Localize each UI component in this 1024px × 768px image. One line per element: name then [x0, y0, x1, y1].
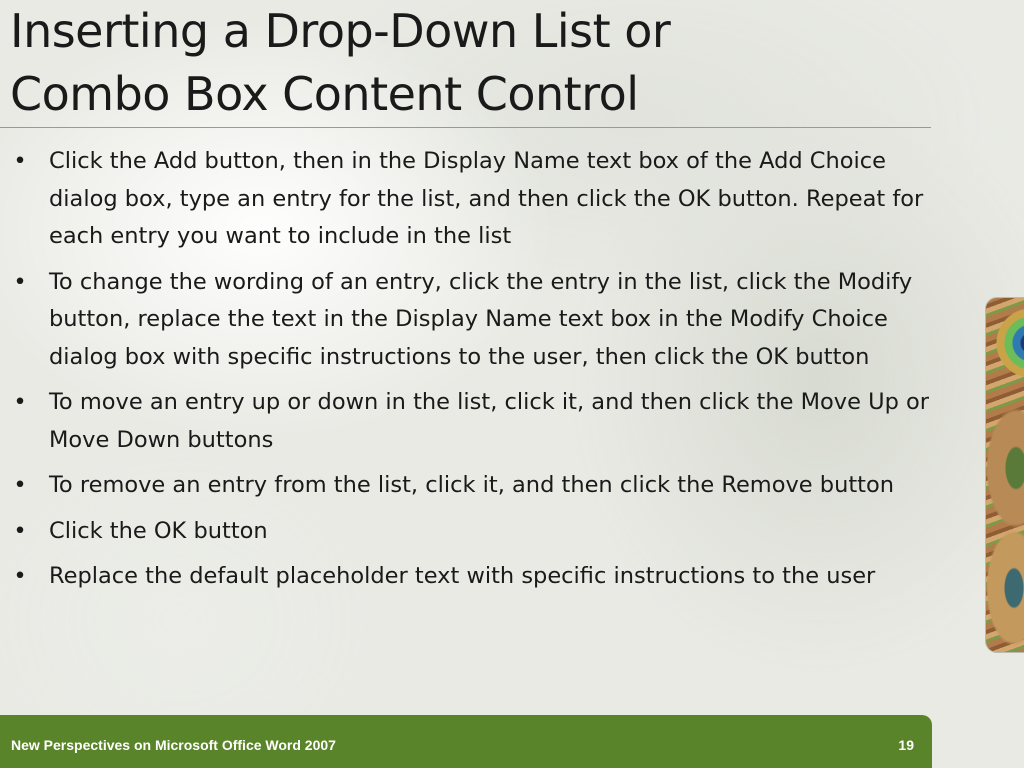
bullet-text: To remove an entry from the list, click it, and then click the Remove button — [49, 472, 895, 498]
slide-title-line-1: Inserting a Drop-Down List or — [10, 4, 671, 58]
bullet-icon: • — [13, 563, 27, 589]
slide-title-line-2: Combo Box Content Control — [10, 67, 639, 122]
bullet-item — [10, 384, 935, 459]
bullet-icon: • — [13, 268, 27, 295]
page-number: 19 — [898, 737, 914, 753]
bullet-icon: • — [13, 148, 27, 174]
bullet-text: Click the Add button, then in the Display Name text box of the Add Choice dialog box, type an entry for the list, and then click the OK button. Repeat for each entry you want to include in the list — [49, 148, 924, 249]
bullet-icon: • — [13, 472, 27, 498]
bullet-item — [10, 264, 935, 377]
footer-text: New Perspectives on Microsoft Office Word 2007 — [11, 737, 336, 753]
bullet-text: Click the OK button — [49, 517, 268, 544]
peacock-feather-image — [985, 297, 1024, 653]
bullet-icon: • — [13, 389, 27, 415]
bullet-text: To move an entry up or down in the list, click it, and then click the Move Up or Move Down buttons — [49, 389, 930, 453]
bullet-icon: • — [13, 517, 27, 544]
bullet-item — [10, 467, 935, 505]
bullet-item — [10, 143, 935, 256]
bullet-text: Replace the default placeholder text with specific instructions to the user — [49, 563, 876, 589]
slide-title — [10, 0, 770, 126]
bullet-list — [10, 143, 935, 604]
bullet-item — [10, 513, 935, 551]
bullet-text: To change the wording of an entry, click the entry in the list, click the Modify button, replace the text in the Display Name text box in the Modify Choice dialog box with specific instructions to the user, then click the OK button — [49, 268, 913, 370]
bullet-item — [10, 558, 935, 596]
title-divider — [0, 127, 931, 128]
